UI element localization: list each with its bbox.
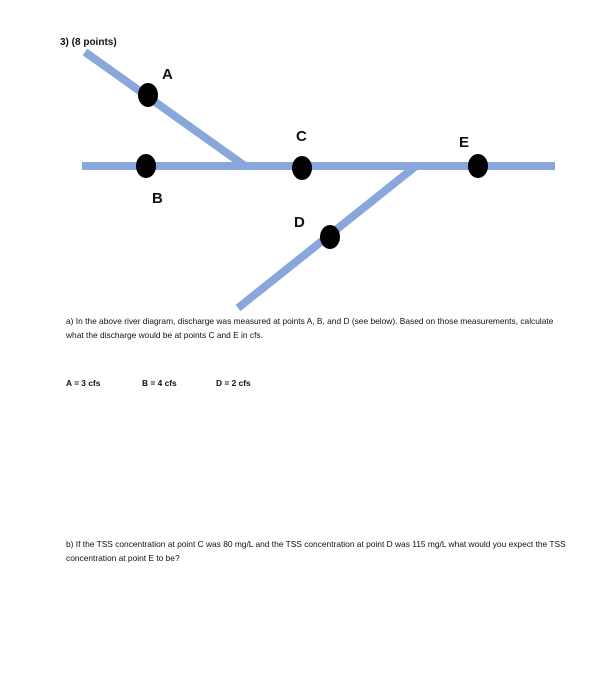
point-e-label: E (459, 134, 470, 151)
measurement-d: D = 2 cfs (216, 378, 251, 388)
point-d-marker (320, 225, 340, 249)
point-d-label: D (294, 214, 305, 231)
question-part-a: a) In the above river diagram, discharge was measured at points A, B, and D (see below). Based on those measurements, calculate what the discharge would be at points C and E in cfs. (66, 316, 554, 340)
point-b-marker (136, 154, 156, 178)
point-b-label: B (152, 190, 163, 207)
point-c-marker (292, 156, 312, 180)
point-a-label: A (162, 66, 173, 83)
problem-header: 3) (8 points) (60, 37, 117, 48)
point-e-marker (468, 154, 488, 178)
question-part-b: b) If the TSS concentration at point C was 80 mg/L and the TSS concentration at point D was 115 mg/L what would you expect the TSS concentration at point E to be? (66, 539, 566, 563)
measurement-b: B = 4 cfs (142, 378, 177, 388)
point-a-marker (138, 83, 158, 107)
measurement-a: A = 3 cfs (66, 378, 101, 388)
point-c-label: C (296, 128, 307, 145)
measurements-row (0, 378, 605, 392)
river-diagram (0, 0, 605, 320)
